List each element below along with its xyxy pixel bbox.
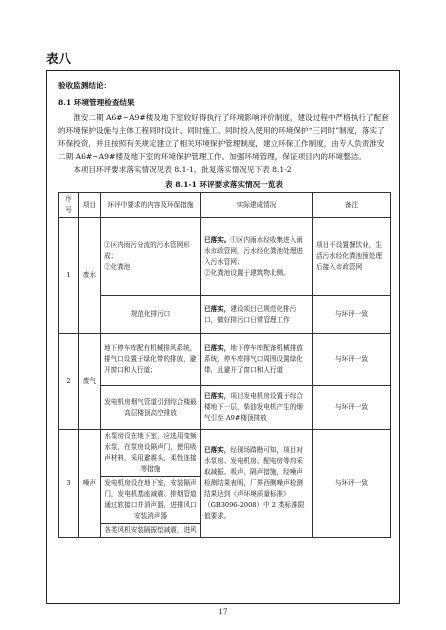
- table-row: [59, 334, 391, 386]
- row-no: 3: [59, 430, 79, 538]
- row-requirement: 发电机房烟气管道引到综合楼最高层楼顶高空排放: [101, 386, 201, 430]
- paragraph-environment-management: 淮安二期 A6#~A9#楼及地下室较好得执行了环境影响评价制度，建设过程中严格执行了配套的环境保护设施与主体工程同时设计、同时施工、同时投入使用的环境保护“三同时”制度，落实了环保投资，并且按照有关规定建立了相关环境保护管理制度，建立环保工作制度，由专人负责淮安二期 A6#~A9#楼及地下室的环境保护管理工作。加强环境管理，保证项目内的环境整洁。: [58, 113, 389, 161]
- row-actual: [201, 218, 313, 296]
- row-no: 2: [59, 334, 79, 430]
- header-actual: 实际建成情况: [201, 193, 313, 218]
- row-requirement: 水泵房设在地下室，应选用变频水泵，在泵房设隔声门，使用吸声材料，采用避震头，柔性连接等措施: [101, 430, 201, 477]
- row-no: 1: [59, 218, 79, 334]
- actual-detail: 经现场踏勘可知，项目对水泵房、发电机房、配电房等均采取减振、吸声、隔声措施，经噪声检测结果表明，厂界西侧噪声检测结果达到《声环境质量标准》（GB3096-2008）中 2 类标准限值要求。: [204, 446, 305, 520]
- table-row: [59, 218, 391, 296]
- row-item: 废水: [79, 218, 101, 334]
- actual-detail: 地下停车库配备机械排放系统，停车库排气口周围设置绿化带，且避开了窗口和人行道: [204, 344, 303, 374]
- actual-detail: ①区内雨水经收集进入雨水市政管网，污水经化粪池处理进入污水管网； ②化粪池设置于建筑物北侧。: [204, 235, 303, 277]
- row-note: 与环评一致: [313, 334, 391, 386]
- row-item: 噪声: [79, 430, 101, 538]
- row-actual: [201, 334, 313, 386]
- status-label: 已落实，: [204, 344, 231, 352]
- header-requirement: 环评中要求的内容及环保措施: [101, 193, 201, 218]
- row-requirement: 发电机房设在地下室，安装隔声门，发电机基座减震、排烟管道通过软接口并消声器，进排风口安装消声器: [101, 477, 201, 524]
- row-item: 废气: [79, 334, 101, 430]
- row-note: 与环评一致: [313, 296, 391, 334]
- table-row: [59, 296, 391, 334]
- actual-detail: 项目发电机房设置于综合楼地下一层，柴油发电机产生的烟气引至 A9#楼顶排放: [204, 392, 303, 422]
- content-frame: [46, 70, 400, 604]
- paragraph-table-reference: 本项目环评要求落实情况见表 8.1-1，批复落实情况见下表 8.1-2: [73, 165, 292, 174]
- table-row: [59, 386, 391, 430]
- row-requirement: ①区内雨污分流的污水管网形成； ②化粪池: [101, 218, 201, 296]
- row-requirement: 规范化排污口: [101, 296, 201, 334]
- row-actual: [201, 386, 313, 430]
- table-header-row: [59, 193, 391, 218]
- status-label: 已落实。: [204, 235, 231, 244]
- requirements-table: [58, 192, 391, 538]
- row-requirement: 地下停车库配有机械排风系统，排气口设置于绿化带的排放，避开窗口和人行道；: [101, 334, 201, 386]
- status-label: 已落实，: [204, 304, 231, 313]
- conclusion-heading: 验收监测结论：: [58, 81, 112, 90]
- row-note: 项目不设置餐饮业，生活污水经化粪池预处理后接入市政管网: [313, 218, 391, 296]
- row-note: 与环评一致: [313, 386, 391, 430]
- header-note: 备注: [313, 193, 391, 218]
- table-row: [59, 430, 391, 477]
- row-requirement: 各类风机安装隔振垫减震，进风: [101, 524, 201, 538]
- page-label: 表八: [46, 51, 72, 66]
- row-note: 与环评一致: [313, 430, 391, 538]
- section-heading: 8.1 环境管理检查结果: [58, 98, 135, 107]
- actual-detail: 建设项目已规范化排污口，做好排污口日常管理工作: [204, 304, 297, 324]
- header-no: 序号: [59, 193, 79, 218]
- content-body: [58, 79, 390, 538]
- row-actual: [201, 430, 313, 538]
- status-label: 已落实，: [204, 392, 231, 400]
- table-title: 表 8.1-1 环评要求落实情况一览表: [164, 180, 284, 189]
- page-number: 17: [218, 608, 228, 616]
- header-item: 项目: [79, 193, 101, 218]
- status-label: 已落实，: [204, 446, 231, 454]
- row-actual: [201, 296, 313, 334]
